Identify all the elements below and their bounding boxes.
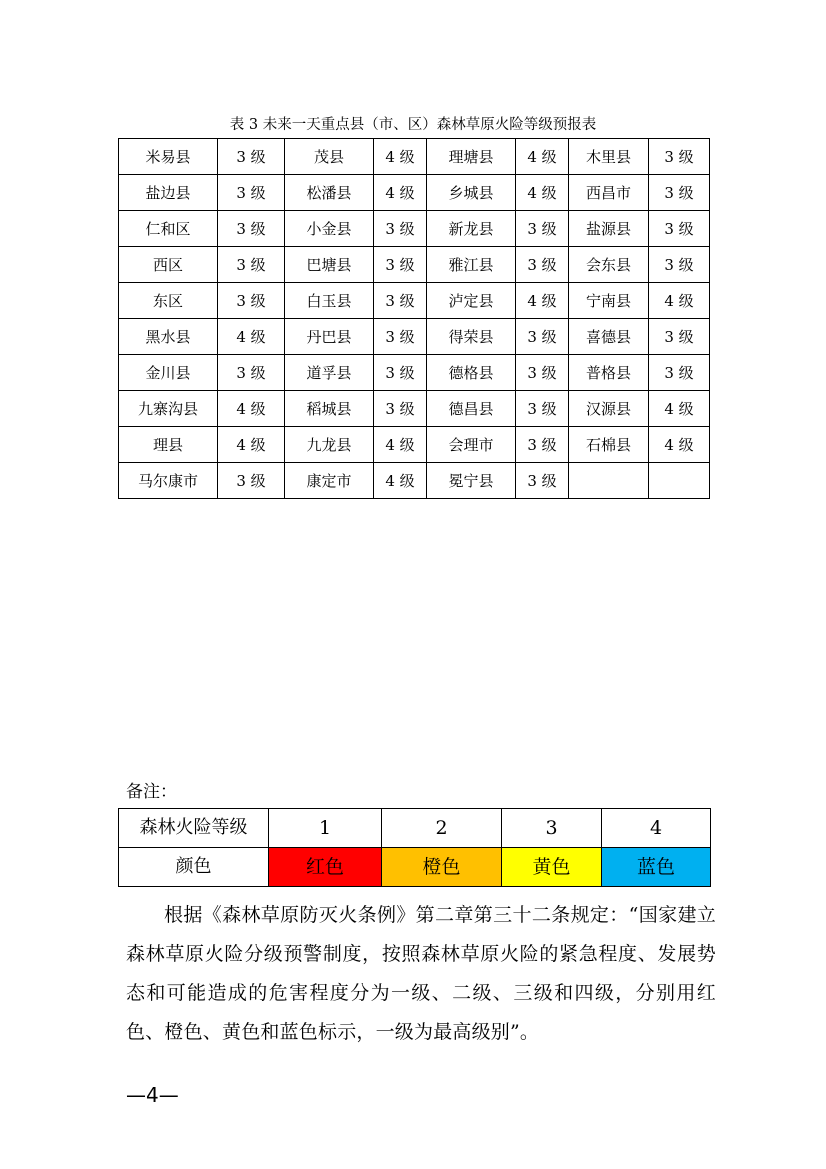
county-name-cell: 泸定县 xyxy=(427,283,516,319)
county-name-cell: 道孚县 xyxy=(285,355,374,391)
level-1: 1 xyxy=(269,809,382,848)
fire-level-cell: 3 级 xyxy=(374,391,427,427)
fire-level-cell: 3 级 xyxy=(649,319,710,355)
table-row xyxy=(119,355,710,391)
remark-label: 备注： xyxy=(126,782,177,802)
county-name-cell xyxy=(569,463,649,499)
level-4: 4 xyxy=(602,809,711,848)
fire-level-cell: 3 级 xyxy=(516,211,569,247)
fire-level-cell: 3 级 xyxy=(374,211,427,247)
fire-level-cell: 3 级 xyxy=(218,175,285,211)
table-row xyxy=(119,427,710,463)
fire-level-cell: 3 级 xyxy=(516,319,569,355)
table-title: 表 3 未来一天重点县（市、区）森林草原火险等级预报表 xyxy=(229,117,597,133)
fire-level-cell: 3 级 xyxy=(649,139,710,175)
county-name-cell: 康定市 xyxy=(285,463,374,499)
county-name-cell: 白玉县 xyxy=(285,283,374,319)
fire-level-cell: 4 级 xyxy=(374,175,427,211)
county-name-cell: 木里县 xyxy=(569,139,649,175)
fire-level-cell: 3 级 xyxy=(374,247,427,283)
fire-level-cell: 3 级 xyxy=(516,463,569,499)
fire-level-cell: 4 级 xyxy=(374,463,427,499)
fire-level-cell: 4 级 xyxy=(218,319,285,355)
fire-level-cell: 3 级 xyxy=(649,355,710,391)
fire-level-cell: 3 级 xyxy=(649,211,710,247)
county-name-cell: 冕宁县 xyxy=(427,463,516,499)
fire-level-cell: 4 级 xyxy=(374,139,427,175)
fire-level-cell: 3 级 xyxy=(374,319,427,355)
county-name-cell: 雅江县 xyxy=(427,247,516,283)
county-name-cell: 盐边县 xyxy=(119,175,218,211)
table-row xyxy=(119,139,710,175)
table-row xyxy=(119,283,710,319)
fire-level-cell: 3 级 xyxy=(218,247,285,283)
fire-level-cell: 4 级 xyxy=(516,283,569,319)
county-name-cell: 得荣县 xyxy=(427,319,516,355)
fire-level-cell: 3 级 xyxy=(374,283,427,319)
county-name-cell: 九寨沟县 xyxy=(119,391,218,427)
fire-level-cell: 4 级 xyxy=(218,391,285,427)
county-name-cell: 喜德县 xyxy=(569,319,649,355)
county-name-cell: 九龙县 xyxy=(285,427,374,463)
county-name-cell: 东区 xyxy=(119,283,218,319)
risk-level-legend-table xyxy=(118,808,711,887)
county-name-cell: 新龙县 xyxy=(427,211,516,247)
county-name-cell: 茂县 xyxy=(285,139,374,175)
table-row xyxy=(119,247,710,283)
county-name-cell: 米易县 xyxy=(119,139,218,175)
regulation-paragraph: 根据《森林草原防灭火条例》第二章第三十二条规定：“国家建立森林草原火险分级预警制度，按照森林草原火险的紧急程度、发展势态和可能造成的危害程度分为一级、二级、三级和四级，分别用红色、橙色、黄色和蓝色标示，一级为最高级别”。 xyxy=(126,904,716,1043)
county-name-cell: 盐源县 xyxy=(569,211,649,247)
county-name-cell: 马尔康市 xyxy=(119,463,218,499)
county-name-cell: 仁和区 xyxy=(119,211,218,247)
county-name-cell: 金川县 xyxy=(119,355,218,391)
county-name-cell: 会理市 xyxy=(427,427,516,463)
fire-level-cell: 4 级 xyxy=(374,427,427,463)
forecast-table xyxy=(118,138,710,499)
county-name-cell: 会东县 xyxy=(569,247,649,283)
county-name-cell: 小金县 xyxy=(285,211,374,247)
table-row xyxy=(119,211,710,247)
fire-level-cell: 4 级 xyxy=(218,427,285,463)
table-row xyxy=(119,319,710,355)
color-orange: 橙色 xyxy=(382,848,502,887)
fire-level-cell: 4 级 xyxy=(649,283,710,319)
county-name-cell: 丹巴县 xyxy=(285,319,374,355)
table-row xyxy=(119,391,710,427)
level-header: 森林火险等级 xyxy=(119,809,269,848)
fire-level-cell: 3 级 xyxy=(649,175,710,211)
color-blue: 蓝色 xyxy=(602,848,711,887)
fire-level-cell: 3 级 xyxy=(516,427,569,463)
level-2: 2 xyxy=(382,809,502,848)
color-header: 颜色 xyxy=(119,848,269,887)
color-red: 红色 xyxy=(269,848,382,887)
county-name-cell: 德格县 xyxy=(427,355,516,391)
county-name-cell: 理塘县 xyxy=(427,139,516,175)
county-name-cell: 稻城县 xyxy=(285,391,374,427)
fire-level-cell: 4 级 xyxy=(649,391,710,427)
table-row xyxy=(119,463,710,499)
county-name-cell: 理县 xyxy=(119,427,218,463)
level-3: 3 xyxy=(502,809,602,848)
fire-level-cell: 3 级 xyxy=(218,355,285,391)
fire-level-cell: 3 级 xyxy=(649,247,710,283)
page-number: —4— xyxy=(126,1083,179,1107)
fire-level-cell: 4 级 xyxy=(516,175,569,211)
fire-level-cell: 3 级 xyxy=(516,355,569,391)
fire-level-cell: 3 级 xyxy=(218,211,285,247)
fire-level-cell: 3 级 xyxy=(374,355,427,391)
fire-level-cell: 3 级 xyxy=(218,283,285,319)
county-name-cell: 黑水县 xyxy=(119,319,218,355)
legend-color-row xyxy=(119,848,711,887)
county-name-cell: 松潘县 xyxy=(285,175,374,211)
fire-level-cell: 4 级 xyxy=(649,427,710,463)
county-name-cell: 西昌市 xyxy=(569,175,649,211)
legend-level-row xyxy=(119,809,711,848)
county-name-cell: 普格县 xyxy=(569,355,649,391)
fire-level-cell: 3 级 xyxy=(516,247,569,283)
fire-level-cell: 3 级 xyxy=(218,139,285,175)
fire-level-cell: 3 级 xyxy=(516,391,569,427)
fire-level-cell: 4 级 xyxy=(516,139,569,175)
county-name-cell: 西区 xyxy=(119,247,218,283)
county-name-cell: 德昌县 xyxy=(427,391,516,427)
county-name-cell: 石棉县 xyxy=(569,427,649,463)
color-yellow: 黄色 xyxy=(502,848,602,887)
county-name-cell: 汉源县 xyxy=(569,391,649,427)
county-name-cell: 宁南县 xyxy=(569,283,649,319)
table-row xyxy=(119,175,710,211)
fire-level-cell: 3 级 xyxy=(218,463,285,499)
county-name-cell: 乡城县 xyxy=(427,175,516,211)
fire-level-cell xyxy=(649,463,710,499)
county-name-cell: 巴塘县 xyxy=(285,247,374,283)
